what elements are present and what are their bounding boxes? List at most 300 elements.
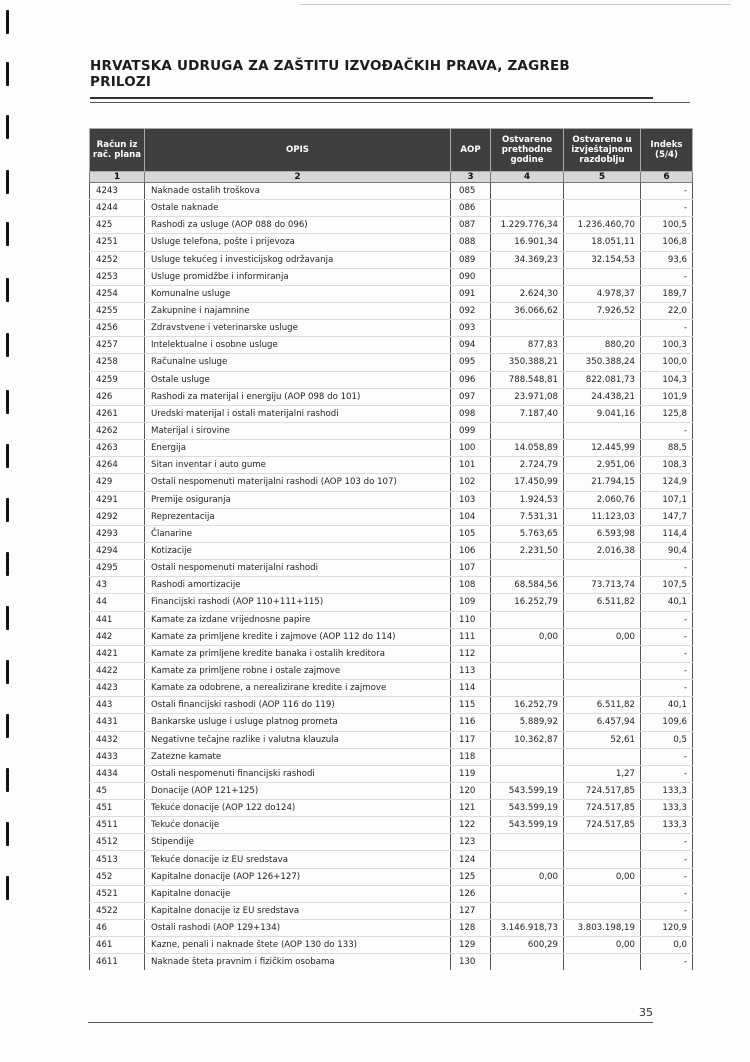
top-edge-rule xyxy=(300,4,730,5)
cell-current-period: 12.445,99 xyxy=(564,440,641,457)
cell-aop: 125 xyxy=(451,868,491,885)
cell-index: 120,9 xyxy=(641,920,693,937)
cell-current-period xyxy=(564,748,641,765)
cell-index: 40,1 xyxy=(641,697,693,714)
cell-description: Ostale naknade xyxy=(145,200,451,217)
cell-previous-year xyxy=(491,268,564,285)
cell-description: Ostali nespomenuti materijalni rashodi xyxy=(145,560,451,577)
cell-description: Donacije (AOP 121+125) xyxy=(145,782,451,799)
cell-index: 108,3 xyxy=(641,457,693,474)
cell-index: 93,6 xyxy=(641,251,693,268)
cell-previous-year: 2.231,50 xyxy=(491,542,564,559)
binder-hole-mark xyxy=(6,714,9,738)
cell-aop: 099 xyxy=(451,422,491,439)
cell-previous-year xyxy=(491,611,564,628)
cell-description: Zakupnine i najamnine xyxy=(145,302,451,319)
cell-description: Premije osiguranja xyxy=(145,491,451,508)
cell-account: 4263 xyxy=(90,440,145,457)
cell-account: 4512 xyxy=(90,834,145,851)
cell-current-period xyxy=(564,200,641,217)
cell-previous-year: 1.229.776,34 xyxy=(491,217,564,234)
cell-description: Usluge promidžbe i informiranja xyxy=(145,268,451,285)
table-row xyxy=(90,680,693,697)
cell-current-period xyxy=(564,422,641,439)
cell-previous-year: 788.548,81 xyxy=(491,371,564,388)
cell-description: Naknade ostalih troškova xyxy=(145,183,451,200)
cell-index: - xyxy=(641,954,693,971)
cell-aop: 092 xyxy=(451,302,491,319)
expense-report-table xyxy=(89,128,693,970)
cell-description: Intelektualne i osobne usluge xyxy=(145,337,451,354)
cell-aop: 126 xyxy=(451,885,491,902)
cell-aop: 097 xyxy=(451,388,491,405)
table-row xyxy=(90,868,693,885)
table-header-row xyxy=(90,129,693,172)
cell-account: 4294 xyxy=(90,542,145,559)
cell-previous-year xyxy=(491,200,564,217)
cell-previous-year: 350.388,21 xyxy=(491,354,564,371)
cell-account: 4522 xyxy=(90,902,145,919)
cell-account: 43 xyxy=(90,577,145,594)
column-header-account: Račun iz rač. plana xyxy=(90,129,145,172)
cell-aop: 091 xyxy=(451,285,491,302)
binder-hole-mark xyxy=(6,660,9,684)
cell-description: Kamate za primljene kredite i zajmove (AOP 112 do 114) xyxy=(145,628,451,645)
cell-current-period: 880,20 xyxy=(564,337,641,354)
cell-current-period: 350.388,24 xyxy=(564,354,641,371)
cell-current-period: 3.803.198,19 xyxy=(564,920,641,937)
cell-aop: 095 xyxy=(451,354,491,371)
organization-title: HRVATSKA UDRUGA ZA ZAŠTITU IZVOĐAČKIH PRAVA, ZAGREB xyxy=(90,58,570,74)
cell-index: 88,5 xyxy=(641,440,693,457)
document-header xyxy=(90,58,650,90)
binder-hole-mark xyxy=(6,278,9,302)
table-row xyxy=(90,217,693,234)
cell-index: - xyxy=(641,765,693,782)
cell-aop: 129 xyxy=(451,937,491,954)
cell-account: 4295 xyxy=(90,560,145,577)
cell-previous-year: 600,29 xyxy=(491,937,564,954)
cell-aop: 116 xyxy=(451,714,491,731)
cell-account: 4251 xyxy=(90,234,145,251)
cell-description: Kapitalne donacije (AOP 126+127) xyxy=(145,868,451,885)
cell-aop: 107 xyxy=(451,560,491,577)
cell-description: Kamate za primljene robne i ostale zajmove xyxy=(145,662,451,679)
table-row xyxy=(90,560,693,577)
cell-aop: 087 xyxy=(451,217,491,234)
cell-index: 100,3 xyxy=(641,337,693,354)
table-row xyxy=(90,748,693,765)
table-row xyxy=(90,422,693,439)
column-number: 1 xyxy=(90,172,145,183)
cell-aop: 085 xyxy=(451,183,491,200)
cell-current-period xyxy=(564,183,641,200)
cell-current-period: 822.081,73 xyxy=(564,371,641,388)
table-body xyxy=(90,183,693,971)
cell-current-period: 52,61 xyxy=(564,731,641,748)
table-row xyxy=(90,611,693,628)
cell-index: 107,5 xyxy=(641,577,693,594)
cell-index: 147,7 xyxy=(641,508,693,525)
cell-account: 4255 xyxy=(90,302,145,319)
cell-description: Kamate za odobrene, a nerealizirane kredite i zajmove xyxy=(145,680,451,697)
cell-index: - xyxy=(641,868,693,885)
cell-index: 0,5 xyxy=(641,731,693,748)
cell-previous-year: 17.450,99 xyxy=(491,474,564,491)
cell-previous-year xyxy=(491,662,564,679)
table-row xyxy=(90,302,693,319)
cell-aop: 120 xyxy=(451,782,491,799)
cell-description: Sitan inventar i auto gume xyxy=(145,457,451,474)
cell-aop: 114 xyxy=(451,680,491,697)
cell-description: Kamate za primljene kredite banaka i ostalih kreditora xyxy=(145,645,451,662)
cell-aop: 111 xyxy=(451,628,491,645)
cell-current-period xyxy=(564,611,641,628)
binder-hole-mark xyxy=(6,606,9,630)
cell-current-period: 11.123,03 xyxy=(564,508,641,525)
table-row xyxy=(90,782,693,799)
cell-previous-year xyxy=(491,320,564,337)
cell-previous-year: 36.066,62 xyxy=(491,302,564,319)
table-row xyxy=(90,405,693,422)
table-row xyxy=(90,937,693,954)
cell-account: 4431 xyxy=(90,714,145,731)
cell-account: 4423 xyxy=(90,680,145,697)
table-row xyxy=(90,474,693,491)
cell-index: 109,6 xyxy=(641,714,693,731)
cell-current-period: 18.051,11 xyxy=(564,234,641,251)
cell-aop: 090 xyxy=(451,268,491,285)
cell-previous-year: 34.369,23 xyxy=(491,251,564,268)
cell-current-period: 0,00 xyxy=(564,937,641,954)
cell-previous-year xyxy=(491,422,564,439)
table-row xyxy=(90,371,693,388)
section-title: PRILOZI xyxy=(90,74,152,90)
cell-account: 4254 xyxy=(90,285,145,302)
cell-aop: 102 xyxy=(451,474,491,491)
cell-aop: 106 xyxy=(451,542,491,559)
cell-current-period xyxy=(564,885,641,902)
binder-hole-mark xyxy=(6,115,9,139)
cell-previous-year: 0,00 xyxy=(491,628,564,645)
cell-description: Stipendije xyxy=(145,834,451,851)
cell-aop: 108 xyxy=(451,577,491,594)
table-row xyxy=(90,920,693,937)
cell-description: Bankarske usluge i usluge platnog prometa xyxy=(145,714,451,731)
cell-description: Kapitalne donacije xyxy=(145,885,451,902)
table-row xyxy=(90,645,693,662)
cell-current-period xyxy=(564,954,641,971)
cell-account: 451 xyxy=(90,800,145,817)
cell-previous-year xyxy=(491,645,564,662)
table-row xyxy=(90,697,693,714)
cell-aop: 118 xyxy=(451,748,491,765)
cell-account: 4258 xyxy=(90,354,145,371)
cell-previous-year: 16.252,79 xyxy=(491,594,564,611)
cell-index: 0,0 xyxy=(641,937,693,954)
cell-index: 189,7 xyxy=(641,285,693,302)
footer-rule xyxy=(88,1022,653,1023)
cell-aop: 123 xyxy=(451,834,491,851)
cell-index: 133,3 xyxy=(641,817,693,834)
column-header-previous-year: Ostvareno prethodne godine xyxy=(491,129,564,172)
column-header-description: OPIS xyxy=(145,129,451,172)
cell-description: Tekuće donacije (AOP 122 do124) xyxy=(145,800,451,817)
cell-previous-year xyxy=(491,680,564,697)
cell-description: Materijal i sirovine xyxy=(145,422,451,439)
cell-account: 4292 xyxy=(90,508,145,525)
cell-aop: 122 xyxy=(451,817,491,834)
cell-previous-year xyxy=(491,834,564,851)
cell-aop: 127 xyxy=(451,902,491,919)
cell-current-period: 724.517,85 xyxy=(564,782,641,799)
cell-index: 22,0 xyxy=(641,302,693,319)
cell-description: Zatezne kamate xyxy=(145,748,451,765)
table-row xyxy=(90,440,693,457)
cell-aop: 096 xyxy=(451,371,491,388)
cell-current-period: 4.978,37 xyxy=(564,285,641,302)
binder-hole-mark xyxy=(6,390,9,414)
cell-previous-year: 543.599,19 xyxy=(491,800,564,817)
cell-account: 45 xyxy=(90,782,145,799)
cell-description: Energija xyxy=(145,440,451,457)
cell-aop: 112 xyxy=(451,645,491,662)
table-row xyxy=(90,851,693,868)
cell-current-period: 6.511,82 xyxy=(564,594,641,611)
header-rule xyxy=(90,97,653,99)
cell-account: 4244 xyxy=(90,200,145,217)
cell-current-period: 1,27 xyxy=(564,765,641,782)
cell-previous-year: 2.624,30 xyxy=(491,285,564,302)
table-row xyxy=(90,834,693,851)
cell-current-period xyxy=(564,902,641,919)
cell-index: 133,3 xyxy=(641,782,693,799)
cell-aop: 124 xyxy=(451,851,491,868)
cell-current-period: 724.517,85 xyxy=(564,800,641,817)
cell-aop: 101 xyxy=(451,457,491,474)
cell-description: Rashodi amortizacije xyxy=(145,577,451,594)
cell-account: 4421 xyxy=(90,645,145,662)
cell-description: Ostali nespomenuti materijalni rashodi (AOP 103 do 107) xyxy=(145,474,451,491)
binder-hole-mark xyxy=(6,222,9,246)
cell-description: Financijski rashodi (AOP 110+111+115) xyxy=(145,594,451,611)
cell-account: 4513 xyxy=(90,851,145,868)
cell-current-period xyxy=(564,680,641,697)
cell-index: 104,3 xyxy=(641,371,693,388)
table-row xyxy=(90,800,693,817)
cell-previous-year xyxy=(491,748,564,765)
cell-previous-year: 543.599,19 xyxy=(491,782,564,799)
table-row xyxy=(90,508,693,525)
cell-aop: 109 xyxy=(451,594,491,611)
cell-current-period: 6.593,98 xyxy=(564,525,641,542)
cell-previous-year: 10.362,87 xyxy=(491,731,564,748)
cell-index: - xyxy=(641,885,693,902)
cell-current-period: 6.457,94 xyxy=(564,714,641,731)
cell-account: 4432 xyxy=(90,731,145,748)
cell-description: Ostali financijski rashodi (AOP 116 do 119) xyxy=(145,697,451,714)
cell-description: Kapitalne donacije iz EU sredstava xyxy=(145,902,451,919)
table-row xyxy=(90,525,693,542)
cell-index: - xyxy=(641,422,693,439)
cell-description: Kotizacije xyxy=(145,542,451,559)
cell-index: 90,4 xyxy=(641,542,693,559)
table-row xyxy=(90,320,693,337)
cell-account: 4293 xyxy=(90,525,145,542)
cell-account: 4291 xyxy=(90,491,145,508)
cell-description: Računalne usluge xyxy=(145,354,451,371)
cell-index: - xyxy=(641,851,693,868)
binder-hole-mark xyxy=(6,444,9,468)
cell-aop: 117 xyxy=(451,731,491,748)
column-number: 5 xyxy=(564,172,641,183)
cell-previous-year: 5.889,92 xyxy=(491,714,564,731)
cell-previous-year xyxy=(491,954,564,971)
table-row xyxy=(90,594,693,611)
table-row xyxy=(90,234,693,251)
cell-current-period xyxy=(564,320,641,337)
cell-account: 4264 xyxy=(90,457,145,474)
table-row xyxy=(90,765,693,782)
table-row xyxy=(90,200,693,217)
cell-previous-year xyxy=(491,902,564,919)
cell-previous-year: 23.971,08 xyxy=(491,388,564,405)
cell-index: 133,3 xyxy=(641,800,693,817)
binder-hole-mark xyxy=(6,768,9,792)
cell-current-period: 2.951,06 xyxy=(564,457,641,474)
cell-account: 4433 xyxy=(90,748,145,765)
cell-current-period xyxy=(564,268,641,285)
cell-description: Kamate za izdane vrijednosne papire xyxy=(145,611,451,628)
table-row xyxy=(90,902,693,919)
cell-account: 44 xyxy=(90,594,145,611)
column-header-aop: AOP xyxy=(451,129,491,172)
cell-index: - xyxy=(641,200,693,217)
cell-previous-year xyxy=(491,183,564,200)
cell-current-period xyxy=(564,662,641,679)
cell-account: 442 xyxy=(90,628,145,645)
cell-previous-year xyxy=(491,851,564,868)
cell-previous-year xyxy=(491,765,564,782)
cell-current-period: 6.511,82 xyxy=(564,697,641,714)
binder-hole-mark xyxy=(6,552,9,576)
cell-description: Negativne tečajne razlike i valutna klauzula xyxy=(145,731,451,748)
table-row xyxy=(90,731,693,748)
cell-previous-year: 0,00 xyxy=(491,868,564,885)
cell-account: 4252 xyxy=(90,251,145,268)
page-number: 35 xyxy=(639,1006,653,1019)
cell-index: - xyxy=(641,902,693,919)
table-row xyxy=(90,183,693,200)
cell-account: 4253 xyxy=(90,268,145,285)
cell-index: - xyxy=(641,748,693,765)
binder-hole-mark xyxy=(6,333,9,357)
cell-aop: 121 xyxy=(451,800,491,817)
table-row xyxy=(90,714,693,731)
cell-current-period: 0,00 xyxy=(564,868,641,885)
table-row xyxy=(90,285,693,302)
cell-account: 4243 xyxy=(90,183,145,200)
binder-marks xyxy=(6,0,12,1062)
cell-current-period: 7.926,52 xyxy=(564,302,641,319)
cell-index: 100,0 xyxy=(641,354,693,371)
cell-current-period: 24.438,21 xyxy=(564,388,641,405)
cell-description: Ostale usluge xyxy=(145,371,451,388)
cell-current-period: 32.154,53 xyxy=(564,251,641,268)
column-header-index: Indeks (5/4) xyxy=(641,129,693,172)
binder-hole-mark xyxy=(6,498,9,522)
cell-index: - xyxy=(641,183,693,200)
column-number: 3 xyxy=(451,172,491,183)
cell-account: 426 xyxy=(90,388,145,405)
cell-aop: 119 xyxy=(451,765,491,782)
cell-index: - xyxy=(641,645,693,662)
cell-description: Članarine xyxy=(145,525,451,542)
cell-aop: 104 xyxy=(451,508,491,525)
cell-previous-year: 7.531,31 xyxy=(491,508,564,525)
cell-description: Tekuće donacije iz EU sredstava xyxy=(145,851,451,868)
cell-current-period: 724.517,85 xyxy=(564,817,641,834)
cell-previous-year: 1.924,53 xyxy=(491,491,564,508)
cell-current-period xyxy=(564,645,641,662)
cell-current-period: 9.041,16 xyxy=(564,405,641,422)
cell-account: 4521 xyxy=(90,885,145,902)
table-row xyxy=(90,662,693,679)
cell-aop: 098 xyxy=(451,405,491,422)
cell-description: Rashodi za materijal i energiju (AOP 098 do 101) xyxy=(145,388,451,405)
cell-current-period: 73.713,74 xyxy=(564,577,641,594)
cell-aop: 103 xyxy=(451,491,491,508)
cell-index: - xyxy=(641,268,693,285)
cell-previous-year: 16.901,34 xyxy=(491,234,564,251)
cell-account: 4434 xyxy=(90,765,145,782)
cell-aop: 089 xyxy=(451,251,491,268)
binder-hole-mark xyxy=(6,822,9,846)
cell-account: 4511 xyxy=(90,817,145,834)
cell-aop: 094 xyxy=(451,337,491,354)
table-row xyxy=(90,817,693,834)
cell-description: Ostali rashodi (AOP 129+134) xyxy=(145,920,451,937)
table-row xyxy=(90,354,693,371)
cell-aop: 128 xyxy=(451,920,491,937)
cell-account: 4259 xyxy=(90,371,145,388)
cell-index: 100,5 xyxy=(641,217,693,234)
cell-current-period: 21.794,15 xyxy=(564,474,641,491)
table-row xyxy=(90,388,693,405)
cell-description: Usluge tekućeg i investicijskog održavanja xyxy=(145,251,451,268)
cell-account: 4262 xyxy=(90,422,145,439)
cell-description: Zdravstvene i veterinarske usluge xyxy=(145,320,451,337)
binder-hole-mark xyxy=(6,876,9,900)
cell-index: - xyxy=(641,834,693,851)
cell-description: Kazne, penali i naknade štete (AOP 130 do 133) xyxy=(145,937,451,954)
cell-account: 425 xyxy=(90,217,145,234)
table-row xyxy=(90,337,693,354)
cell-index: - xyxy=(641,611,693,628)
cell-aop: 130 xyxy=(451,954,491,971)
cell-aop: 093 xyxy=(451,320,491,337)
table-row xyxy=(90,491,693,508)
table-row xyxy=(90,457,693,474)
table-row xyxy=(90,628,693,645)
cell-account: 429 xyxy=(90,474,145,491)
cell-index: 114,4 xyxy=(641,525,693,542)
cell-index: 124,9 xyxy=(641,474,693,491)
cell-aop: 086 xyxy=(451,200,491,217)
column-number-row xyxy=(90,172,693,183)
cell-previous-year: 3.146.918,73 xyxy=(491,920,564,937)
cell-account: 441 xyxy=(90,611,145,628)
